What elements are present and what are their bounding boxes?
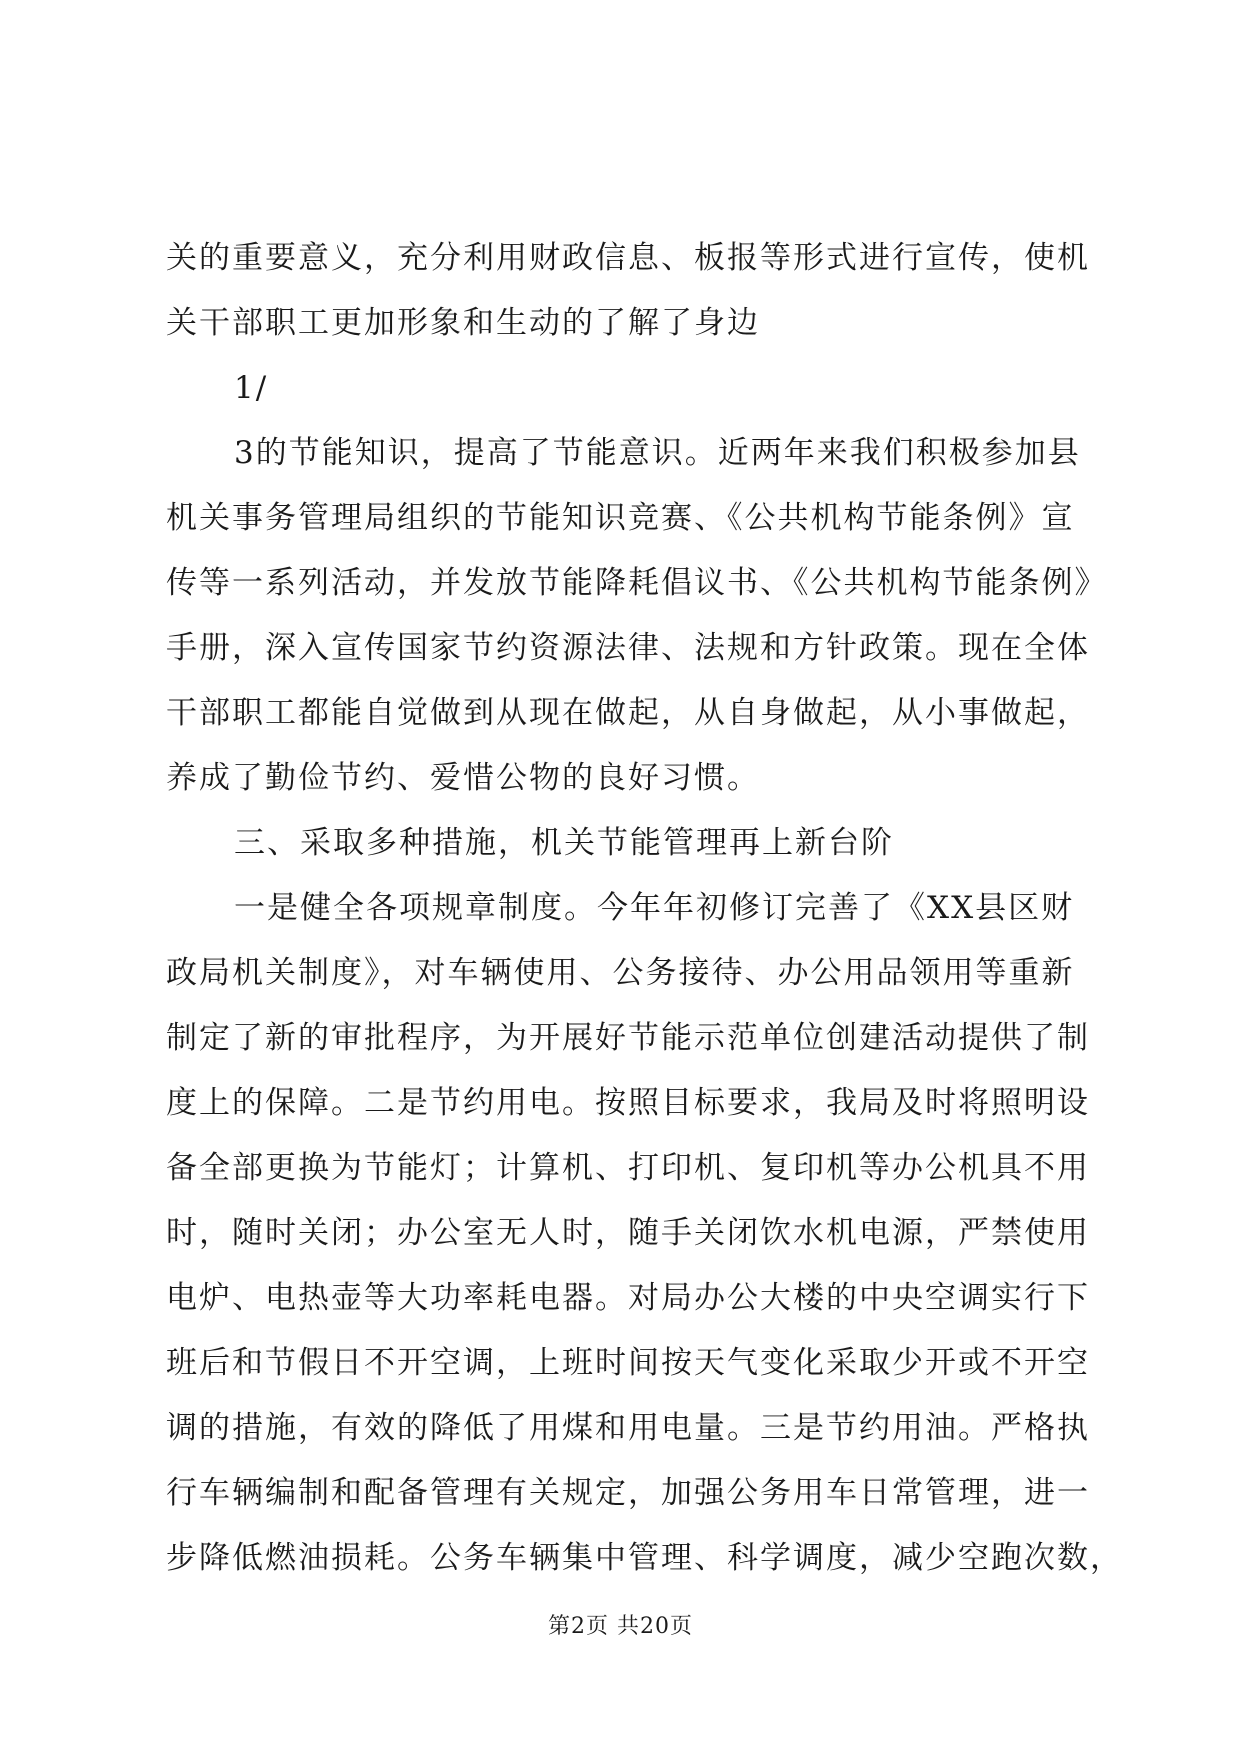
text-line: 三、采取多种措施，机关节能管理再上新台阶 [234, 825, 894, 861]
text-line: 调的措施，有效的降低了用煤和用电量。三是节约用油。严格执 [166, 1410, 1090, 1446]
text-line: 时，随时关闭；办公室无人时，随手关闭饮水机电源，严禁使用 [166, 1215, 1090, 1251]
page-footer: 第2页 共20页 [548, 1614, 693, 1639]
text-line: 3的节能知识，提高了节能意识。近两年来我们积极参加县 [234, 435, 1081, 471]
text-line: 1/ [234, 370, 269, 406]
text-line: 手册，深入宣传国家节约资源法律、法规和方针政策。现在全体 [166, 630, 1090, 666]
text-line: 备全部更换为节能灯；计算机、打印机、复印机等办公机具不用 [166, 1150, 1090, 1186]
text-line: 班后和节假日不开空调，上班时间按天气变化采取少开或不开空 [166, 1345, 1090, 1381]
text-line: 电炉、电热壶等大功率耗电器。对局办公大楼的中央空调实行下 [166, 1280, 1090, 1316]
text-line: 传等一系列活动，并发放节能降耗倡议书、《公共机构节能条例》 [166, 565, 1108, 601]
text-line: 干部职工都能自觉做到从现在做起，从自身做起，从小事做起， [166, 695, 1090, 731]
text-line: 制定了新的审批程序，为开展好节能示范单位创建活动提供了制 [166, 1020, 1090, 1056]
text-line: 政局机关制度》，对车辆使用、公务接待、办公用品领用等重新 [166, 955, 1075, 991]
text-line: 度上的保障。二是节约用电。按照目标要求，我局及时将照明设 [166, 1085, 1090, 1121]
text-line: 行车辆编制和配备管理有关规定，加强公务用车日常管理，进一 [166, 1475, 1090, 1511]
text-line: 关的重要意义，充分利用财政信息、板报等形式进行宣传，使机 [166, 240, 1090, 276]
text-line: 机关事务管理局组织的节能知识竞赛、《公共机构节能条例》宣 [166, 500, 1075, 536]
text-line: 一是健全各项规章制度。今年年初修订完善了《XX县区财 [234, 890, 1075, 926]
text-line: 养成了勤俭节约、爱惜公物的良好习惯。 [166, 760, 760, 796]
document-body [166, 226, 1123, 1591]
text-line: 关干部职工更加形象和生动的了解了身边 [166, 305, 760, 341]
text-line: 步降低燃油损耗。公务车辆集中管理、科学调度，减少空跑次数， [166, 1540, 1123, 1576]
